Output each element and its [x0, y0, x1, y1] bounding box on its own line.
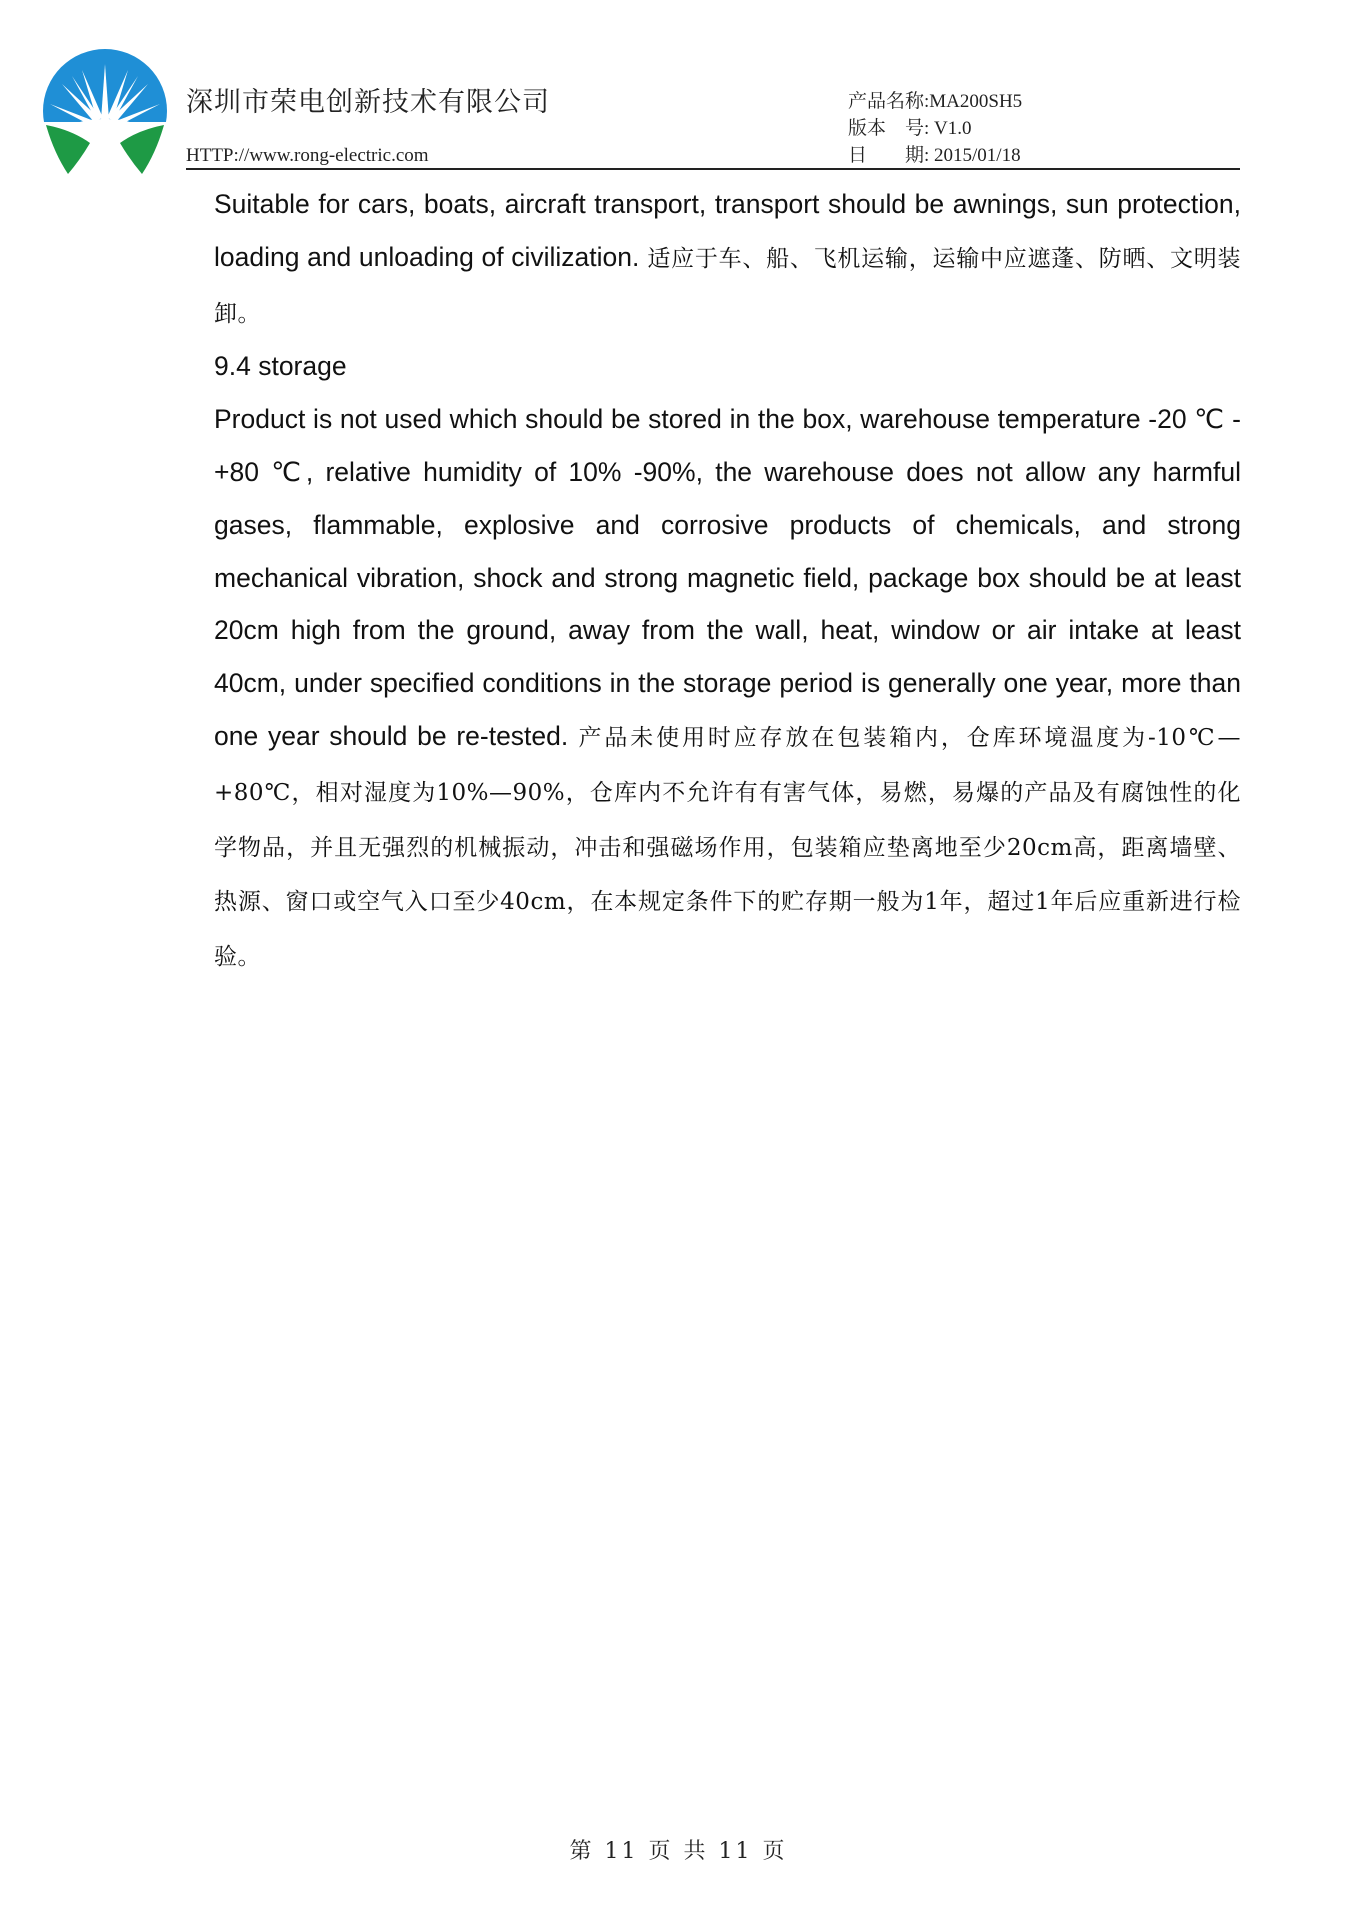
page-number: 第 11 页 共 11 页: [569, 1839, 788, 1864]
date-value: 2015/01/18: [929, 145, 1021, 166]
transport-text-en: Suitable for cars, boats, aircraft transport, transport should be awnings, sun protection, loading and unloading of civilization.: [214, 189, 1241, 272]
storage-paragraph: [214, 393, 1241, 984]
version-row: [848, 115, 1022, 142]
section-heading: 9.4 storage: [214, 351, 347, 382]
company-website: HTTP://www.rong-electric.com: [186, 145, 429, 166]
date-label: 日 期:: [848, 145, 930, 166]
document-body: [214, 178, 1241, 984]
header-divider: [186, 168, 1240, 170]
product-name-row: [848, 88, 1022, 115]
date-row: [848, 142, 1022, 169]
storage-text-en: Product is not used which should be stored in the box, warehouse temperature -20 ℃ - +80 ℃, relative humidity of 10% -90%, the warehouse does not allow any harmful gases, flammable, explosive and corrosive products of chemicals, and strong mechanical vibration, shock and strong magnetic field, package box should be at least 20cm high from the ground, away from the wall, heat, window or air intake at least 40cm, under specified conditions in the storage period is generally one year, more than one year should be re-tested.: [214, 404, 1241, 751]
product-name-label: 产品名称:: [848, 91, 930, 112]
sunburst-logo-icon: [42, 48, 168, 174]
document-meta: [848, 88, 1022, 169]
product-name-value: MA200SH5: [929, 91, 1023, 112]
company-name: 深圳市荣电创新技术有限公司: [186, 87, 550, 118]
version-value: V1.0: [929, 118, 972, 139]
version-label: 版本 号:: [848, 118, 930, 139]
transport-paragraph: [214, 178, 1241, 340]
storage-text-cn: 产品未使用时应存放在包装箱内，仓库环境温度为-10℃—+80℃，相对湿度为10%—90%，仓库内不允许有有害气体，易燃，易爆的产品及有腐蚀性的化学物品，并且无强烈的机械振动，冲击和强磁场作用，包装箱应垫离地至少20cm高，距离墙壁、热源、窗口或空气入口至少40cm，在本规定条件下的贮存期一般为1年，超过1年后应重新进行检验。: [214, 724, 1241, 971]
transport-text-cn: 适应于车、船、飞机运输，运输中应遮蓬、防晒、文明装卸。: [214, 245, 1241, 327]
company-logo: [42, 48, 168, 174]
